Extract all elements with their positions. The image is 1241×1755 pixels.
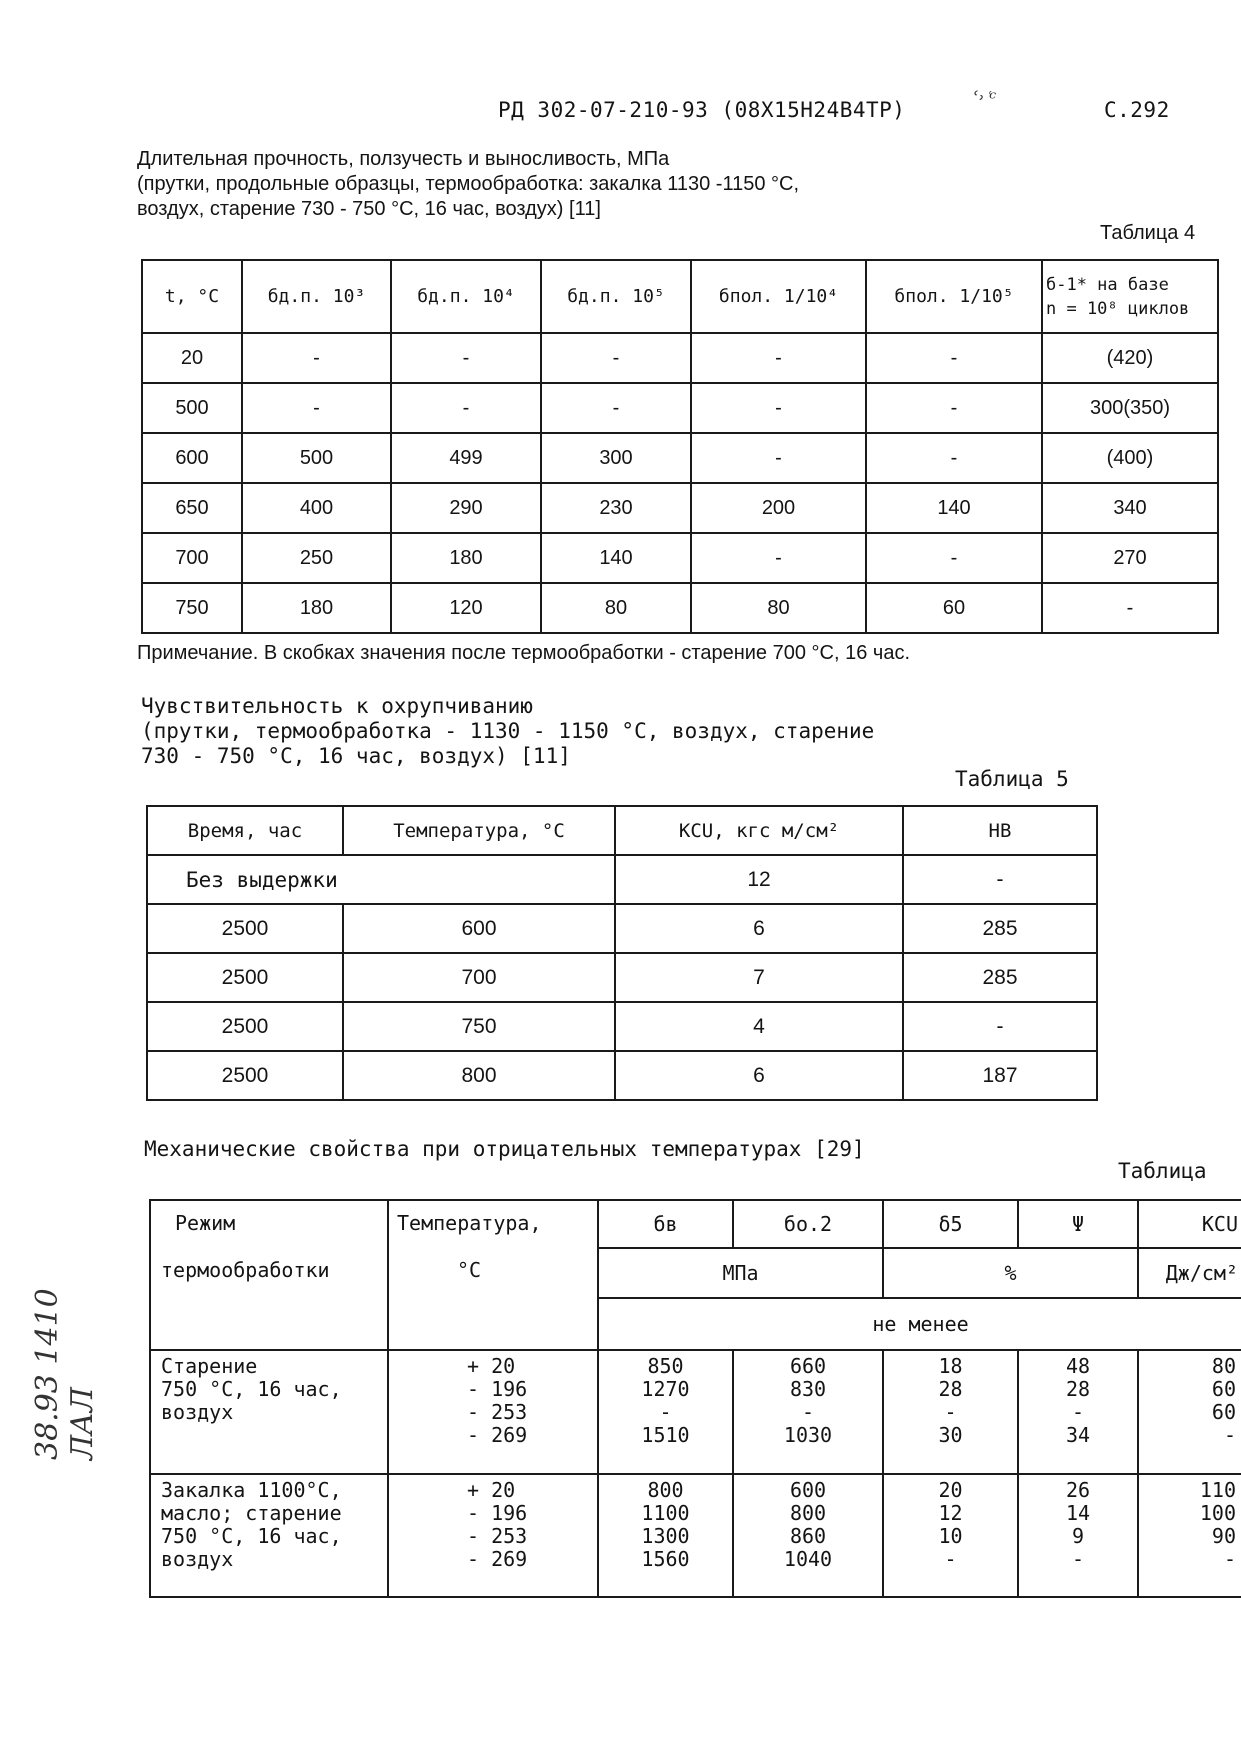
table6-label: Таблица (1118, 1159, 1207, 1183)
table4-header-fatigue: б-1* на базе n = 10⁸ циклов (1042, 260, 1218, 333)
table-row: 20 - - - - - (420) (142, 333, 1218, 383)
table6-header-row-1 (150, 1200, 1241, 1248)
table6-not-less: не менее (598, 1298, 1241, 1350)
table-row: 2500 700 7 285 (147, 953, 1097, 1002)
table6-header-psi: Ψ (1018, 1200, 1138, 1248)
table4-header-sdp4: бд.п. 10⁴ (391, 260, 541, 333)
table6-header-sigma-02: бо.2 (733, 1200, 883, 1248)
table4-caption: Длительная прочность, ползучесть и выносливость, МПа (прутки, продольные образцы, термообработка: закалка 1130 -1150 °С, воздух, старение 730 - 750 °С, 16 час, воздух) [11] (137, 148, 800, 220)
table6-unit-kcu: Дж/см² (1138, 1248, 1241, 1298)
table6-header-kcu: KCU (1138, 1200, 1241, 1248)
table-row: Без выдержки 12 - (147, 855, 1097, 904)
table5-header-row (147, 806, 1097, 855)
table6-header-temp: Температура, °С (388, 1200, 598, 1350)
table6-unit-mpa: МПа (598, 1248, 883, 1298)
table5-header-kcu: KCU, кгс м/см² (615, 806, 903, 855)
table5-label: Таблица 5 (955, 767, 1069, 791)
handwritten-signature-icon: 38.93 1410 ЛАЛ (30, 1288, 100, 1460)
table6-header-delta: δ5 (883, 1200, 1018, 1248)
table6-caption: Механические свойства при отрицательных температурах [29] (144, 1137, 865, 1161)
table4-header-sdp5: бд.п. 10⁵ (541, 260, 691, 333)
table4-note: Примечание. В скобках значения после термообработки - старение 700 °С, 16 час. (137, 642, 910, 664)
table5-header-time: Время, час (147, 806, 343, 855)
table-row: 2500 600 6 285 (147, 904, 1097, 953)
table-row: 700 250 180 140 - - 270 (142, 533, 1218, 583)
table-row: 500 - - - - - 300(350) (142, 383, 1218, 433)
table5-header-hb: HB (903, 806, 1097, 855)
table6 (149, 1199, 1241, 1598)
table4-header-spol4: бпол. 1/10⁴ (691, 260, 866, 333)
table-row: 2500 750 4 - (147, 1002, 1097, 1051)
table4-header-t: t, °C (142, 260, 242, 333)
table-row: Закалка 1100°С, масло; старение 750 °С, 16 час, воздух + 20 - 196 - 253 - 269 800 1100 1300 1560 600 800 860 1040 20 12 10 - 26 14 9 - 110 100 90 - (150, 1474, 1241, 1597)
document-code: РД 302-07-210-93 (08Х15Н24В4ТР) (498, 98, 906, 122)
table5-caption: Чувствительность к охрупчиванию (прутки, термообработка - 1130 - 1150 °С, воздух, старение 730 - 750 °С, 16 час, воздух) [11] (141, 694, 875, 768)
table-row: 650 400 290 230 200 140 340 (142, 483, 1218, 533)
table4-header-spol5: бпол. 1/10⁵ (866, 260, 1042, 333)
table4 (141, 259, 1219, 634)
table4-header-row (142, 260, 1218, 333)
table5 (146, 805, 1098, 1101)
page-number: С.292 (1104, 98, 1170, 122)
table4-label: Таблица 4 (1100, 222, 1196, 244)
no-hold-label: Без выдержки (147, 855, 615, 904)
table6-header-mode: Режим термообработки (150, 1200, 388, 1350)
table6-unit-percent: % (883, 1248, 1138, 1298)
table6-header-sigma-b: бв (598, 1200, 733, 1248)
table-row: Старение 750 °С, 16 час, воздух + 20 - 196 - 253 - 269 850 1270 - 1510 660 830 - 1030 18 28 - 30 48 28 - 34 80 60 60 - (150, 1350, 1241, 1474)
handwritten-mark-icon: ʿ˒ ͑ᶜ (972, 86, 997, 110)
table5-header-temp: Температура, °С (343, 806, 615, 855)
table4-header-sdp3: бд.п. 10³ (242, 260, 391, 333)
table-row: 750 180 120 80 80 60 - (142, 583, 1218, 633)
table-row: 2500 800 6 187 (147, 1051, 1097, 1100)
table-row: 600 500 499 300 - - (400) (142, 433, 1218, 483)
